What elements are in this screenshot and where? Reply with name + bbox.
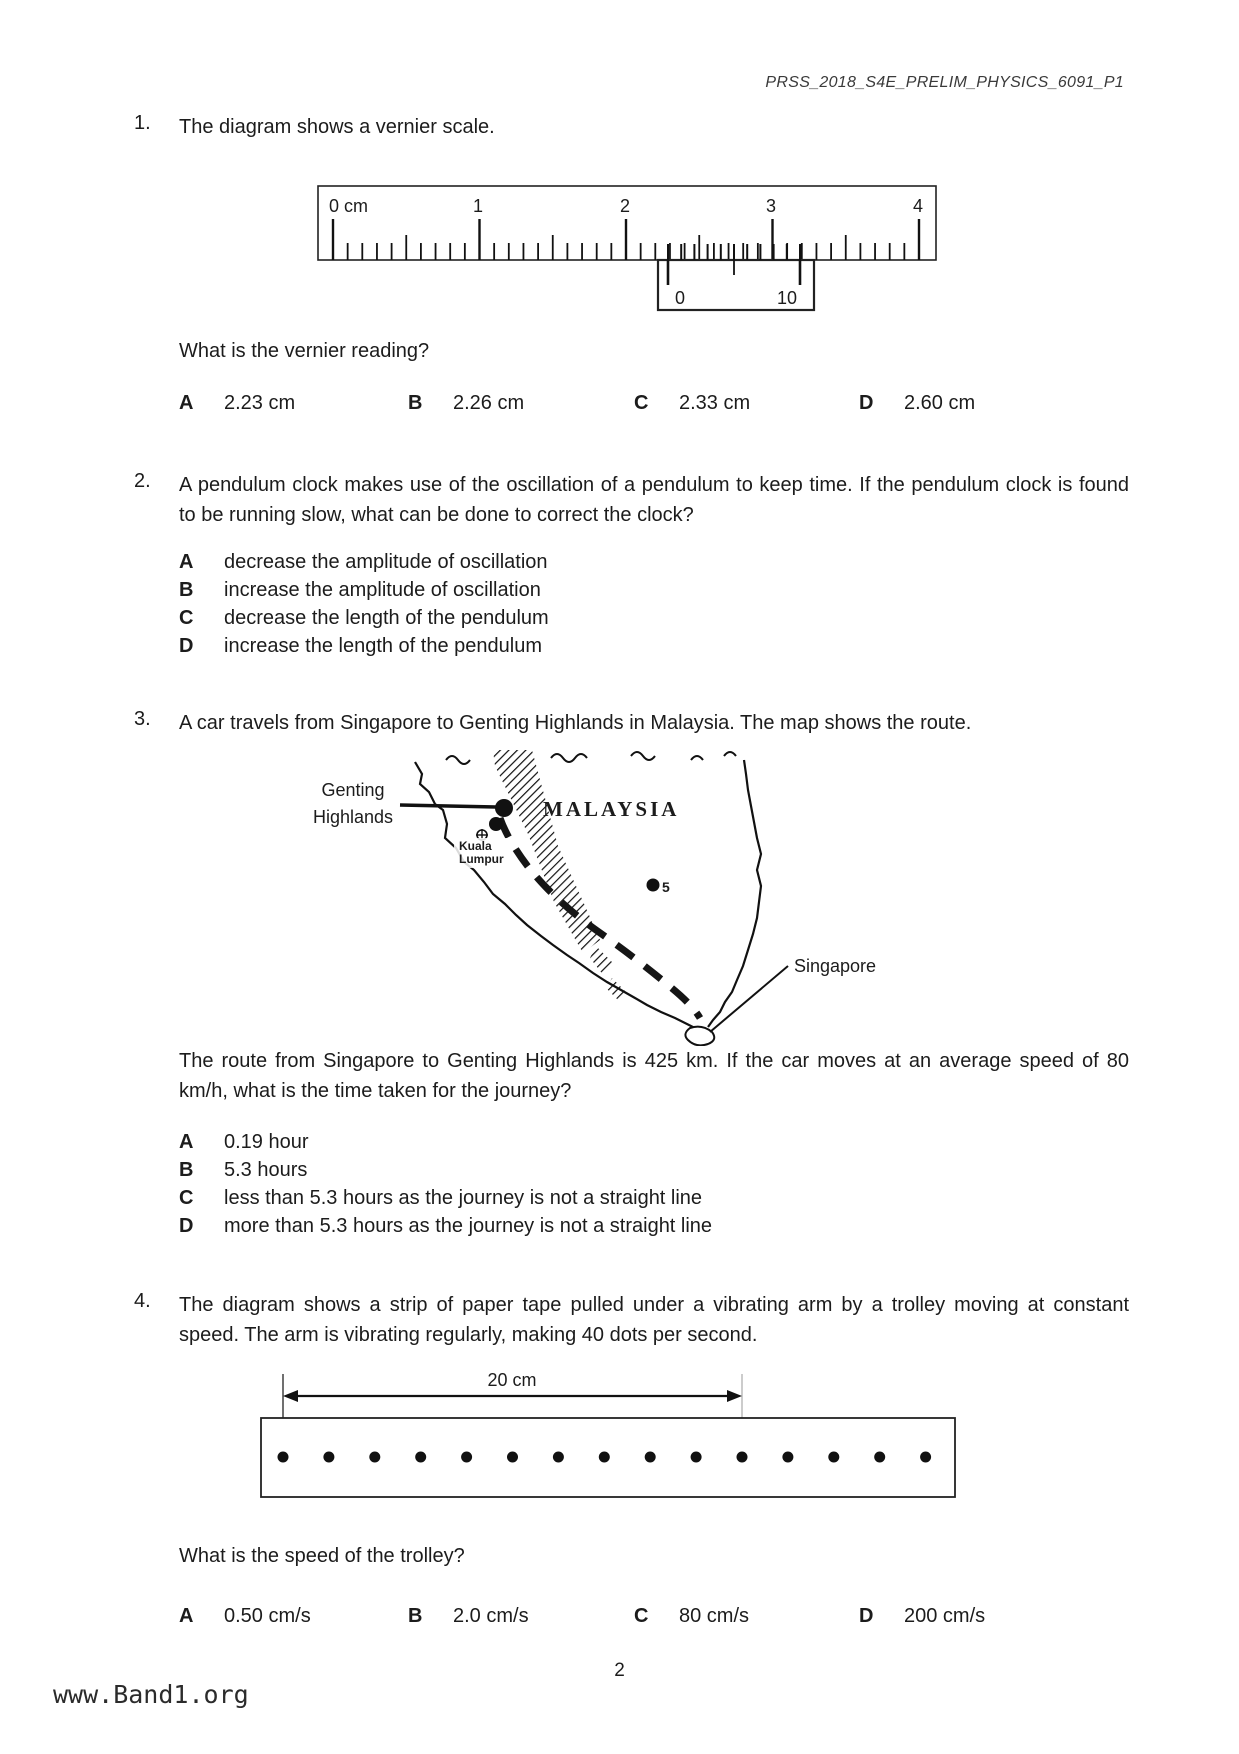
route-dashed-line [500, 818, 700, 1018]
vernier-label-0: 0 [675, 288, 686, 308]
option-value: 2.60 cm [904, 392, 976, 414]
option-row [179, 1156, 307, 1184]
option-value: 2.26 cm [453, 392, 525, 414]
terrain-marks [446, 752, 736, 764]
east-coastline [708, 760, 761, 1027]
main-scale-label-4: 4 [912, 196, 924, 216]
option-value: 2.23 cm [224, 392, 296, 414]
tape-length-label: 20 cm [487, 1370, 537, 1390]
option-row [859, 392, 975, 415]
question-1-prompt: What is the vernier reading? [179, 340, 430, 362]
country-label: MALAYSIA [543, 797, 680, 821]
genting-label-line2: Highlands [312, 807, 394, 827]
kuala-lumpur-label-line2: Lumpur [459, 852, 504, 866]
option-letter: A [179, 392, 194, 414]
option-value: less than 5.3 hours as the journey is not a straight line [224, 1187, 703, 1209]
arrowhead-left [283, 1390, 298, 1402]
question-3-body: The route from Singapore to Genting Highlands is 425 km. If the car moves at an average speed of 80 km/h, what is the time taken for the journey? [179, 1050, 1129, 1102]
question-1-text: The diagram shows a vernier scale. [179, 116, 495, 138]
singapore-label: Singapore [794, 956, 877, 976]
main-scale-label-1: 1 [472, 196, 484, 216]
question-4-number: 4. [134, 1290, 151, 1312]
option-value: 80 cm/s [679, 1605, 750, 1627]
option-letter: A [179, 551, 194, 573]
vernier-label-10: 10 [776, 288, 798, 308]
option-letter: C [634, 392, 649, 414]
option-row [179, 1128, 309, 1156]
genting-marker [495, 799, 513, 817]
tape-dots [278, 1452, 932, 1463]
singapore-pointer-line [710, 966, 788, 1032]
option-value: 5.3 hours [224, 1159, 308, 1181]
main-scale-label-3: 3 [765, 196, 777, 216]
option-value: 200 cm/s [904, 1605, 986, 1627]
option-row [179, 392, 295, 415]
option-value: 2.0 cm/s [453, 1605, 529, 1627]
main-scale-label-2: 2 [619, 196, 631, 216]
town-marker-label: 5 [662, 879, 670, 895]
option-row [179, 1605, 311, 1628]
page-number: 2 [614, 1660, 625, 1681]
malaysia-map-diagram [296, 750, 896, 1046]
site-watermark: www.Band1.org [53, 1680, 249, 1709]
genting-label-line1: Genting [321, 780, 385, 800]
option-letter: D [179, 1215, 194, 1237]
question-2-number: 2. [134, 470, 151, 492]
question-3-text: A car travels from Singapore to Genting Highlands in Malaysia. The map shows the route. [179, 712, 972, 734]
option-letter: A [179, 1605, 194, 1627]
option-letter: D [859, 1605, 874, 1627]
question-1-number: 1. [134, 112, 151, 134]
option-letter: D [179, 635, 194, 657]
option-letter: B [179, 1159, 194, 1181]
option-row [859, 1605, 985, 1628]
option-letter: A [179, 1131, 194, 1153]
document-code: PRSS_2018_S4E_PRELIM_PHYSICS_6091_P1 [765, 74, 1124, 91]
question-4-text: The diagram shows a strip of paper tape pulled under a vibrating arm by a trolley moving at constant speed. The arm is vibrating regularly, making 40 dots per second. [179, 1294, 1129, 1346]
option-row [179, 604, 549, 632]
option-letter: C [179, 607, 194, 629]
option-row [408, 392, 524, 415]
option-row [179, 576, 541, 604]
kuala-lumpur-label-line1: Kuala [459, 839, 492, 853]
option-value: 0.50 cm/s [224, 1605, 311, 1627]
genting-pointer-line [400, 805, 496, 807]
mountain-range-hatch [590, 946, 614, 976]
option-value: increase the length of the pendulum [224, 635, 542, 657]
option-value: 2.33 cm [679, 392, 751, 414]
option-row [634, 392, 750, 415]
option-value: 0.19 hour [224, 1131, 309, 1153]
question-2-text: A pendulum clock makes use of the oscillation of a pendulum to keep time. If the pendulum clock is found to be running slow, what can be done to correct the clock? [179, 474, 1129, 526]
option-value: increase the amplitude of oscillation [224, 579, 541, 601]
option-value: decrease the amplitude of oscillation [224, 551, 548, 573]
option-letter: B [179, 579, 194, 601]
main-scale-label-0: 0 cm [329, 196, 369, 216]
option-letter: B [408, 1605, 423, 1627]
option-row [634, 1605, 749, 1628]
option-letter: D [859, 392, 874, 414]
paper-tape-diagram [260, 1368, 960, 1508]
mountain-range-hatch [606, 978, 626, 1000]
option-letter: B [408, 392, 423, 414]
singapore-island [685, 1027, 714, 1046]
question-3-number: 3. [134, 708, 151, 730]
question-4-prompt: What is the speed of the trolley? [179, 1545, 465, 1567]
option-row [179, 1212, 712, 1240]
option-row [179, 632, 542, 660]
option-value: more than 5.3 hours as the journey is not a straight line [224, 1215, 713, 1237]
option-letter: C [634, 1605, 649, 1627]
arrowhead-right [727, 1390, 742, 1402]
option-row [179, 548, 548, 576]
vernier-scale-diagram [317, 185, 937, 320]
town-marker [647, 879, 660, 892]
option-letter: C [179, 1187, 194, 1209]
city-marker [489, 817, 503, 831]
option-value: decrease the length of the pendulum [224, 607, 549, 629]
option-row [179, 1184, 702, 1212]
option-row [408, 1605, 529, 1628]
